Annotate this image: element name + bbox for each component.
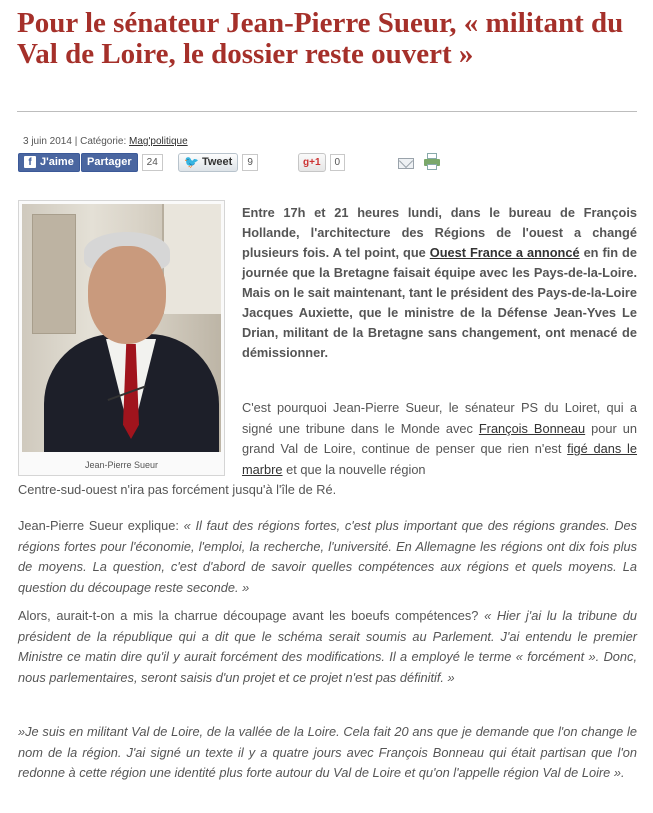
print-icon[interactable] [424, 153, 440, 171]
email-icon[interactable] [398, 158, 414, 169]
portrait-photo [22, 204, 221, 452]
facebook-icon: f [24, 156, 36, 168]
paragraph-2-continued: Centre-sud-ouest n'ira pas forcément jusqu'à l'île de Ré. [18, 482, 337, 497]
article-date: 3 juin 2014 [23, 136, 72, 147]
ouest-france-link[interactable]: Ouest France a annoncé [429, 245, 580, 260]
photo-frame [18, 200, 225, 476]
twitter-widget [178, 152, 258, 172]
facebook-share-widget [81, 152, 163, 172]
article-meta: 3 juin 2014 | Catégorie: Mag'politique [23, 136, 188, 147]
quote-2: « Hier j'ai lu la tribune du président de la république qui a dit que le schéma serait soumis au Parlement. J'ai entendu le premier Ministre ce matin dire qu'il y aurait forcément des modifications. Il a employé le terme « forcément ». Donc, nous parlementaires, seront saisis d'un projet et ce projet n'est pas définitif. » [18, 608, 637, 685]
paragraph-2: C'est pourquoi Jean-Pierre Sueur, le sénateur PS du Loiret, qui a signé une tribune dans le Monde avec François Bonneau pour un grand Val de Loire, continue de penser que rien n'est figé dans le marbre et que la nouvelle région [242, 400, 638, 477]
facebook-share-button[interactable]: Partager [81, 153, 138, 172]
google-plus-button[interactable]: g +1 [298, 153, 326, 172]
google-plus-widget [298, 152, 345, 172]
facebook-like-button[interactable]: f J'aime [18, 153, 80, 172]
twitter-bird-icon: 🐦 [184, 155, 199, 169]
article-title: Pour le sénateur Jean-Pierre Sueur, « militant du Val de Loire, le dossier reste ouvert » [17, 7, 624, 70]
google-plus-count: 0 [330, 154, 346, 171]
quote-1: « Il faut des régions fortes, c'est plus important que des régions grandes. Des régions fortes pour l'économie, l'emploi, la recherche, l'université. En Allemagne les régions ont dix fois plus de moyens. La question, c'est d'abord de savoir quelles compétences aux régions et quels moyens. La question du découpage reste seconde. » [18, 518, 637, 595]
fige-marbre-link[interactable]: figé dans le marbre [242, 441, 638, 477]
facebook-like-widget [18, 152, 80, 172]
paragraph-4: Alors, aurait-t-on a mis la charrue découpage avant les boeufs compétences? « Hier j'ai lu la tribune du président de la république qui a dit que le schéma serait soumis au Parlement. J'ai entendu le premier Ministre ce matin dire qu'il y aurait forcément des modifications. Il a employé le terme « forcément ». Donc, nous parlementaires, seront saisis d'un projet et ce projet n'est pas définitif. » [18, 608, 637, 685]
lead-paragraph: Entre 17h et 21 heures lundi, dans le bureau de François Hollande, l'architecture des Régions de l'ouest a changé plusieurs fois. A tel point, que Ouest France a annoncé en fin de journée que la Bretagne faisait équipe avec les Pays-de-la-Loire. Mais on le sait maintenant, tant le président des Pays-de-la-Loire Jacques Auxiette, que le ministre de la Défense Jean-Yves Le Drian, militant de la Bretagne sans changement, ont menacé de démissionner. [242, 205, 637, 360]
category-label: Catégorie: [80, 136, 127, 147]
paragraph-5: »Je suis en militant Val de Loire, de la vallée de la Loire. Cela fait 20 ans que je demande que l'on change le nom de la région. J'ai signé un texte il y a quatre jours avec François Bonneau qui était partisan que l'on redonne à cette région une identité plus forte autour du Val de Loire et qu'on l'appelle région Val de Loire ». [18, 724, 637, 780]
photo-caption: Jean-Pierre Sueur [84, 460, 159, 470]
tweet-count: 9 [242, 154, 258, 171]
paragraph-3: Jean-Pierre Sueur explique: « Il faut des régions fortes, c'est plus important que des régions grandes. Des régions fortes pour l'économie, l'emploi, la recherche, l'université. En Allemagne les régions ont dix fois plus de moyens. La question, c'est d'abord de savoir quelles compétences aux régions et quels moyens. La question du découpage reste seconde. » [18, 518, 637, 595]
francois-bonneau-link[interactable]: François Bonneau [478, 420, 586, 436]
tweet-button[interactable]: 🐦 Tweet [178, 153, 238, 172]
title-divider [17, 111, 637, 112]
share-count: 24 [142, 154, 163, 171]
category-link[interactable]: Mag'politique [129, 136, 188, 147]
